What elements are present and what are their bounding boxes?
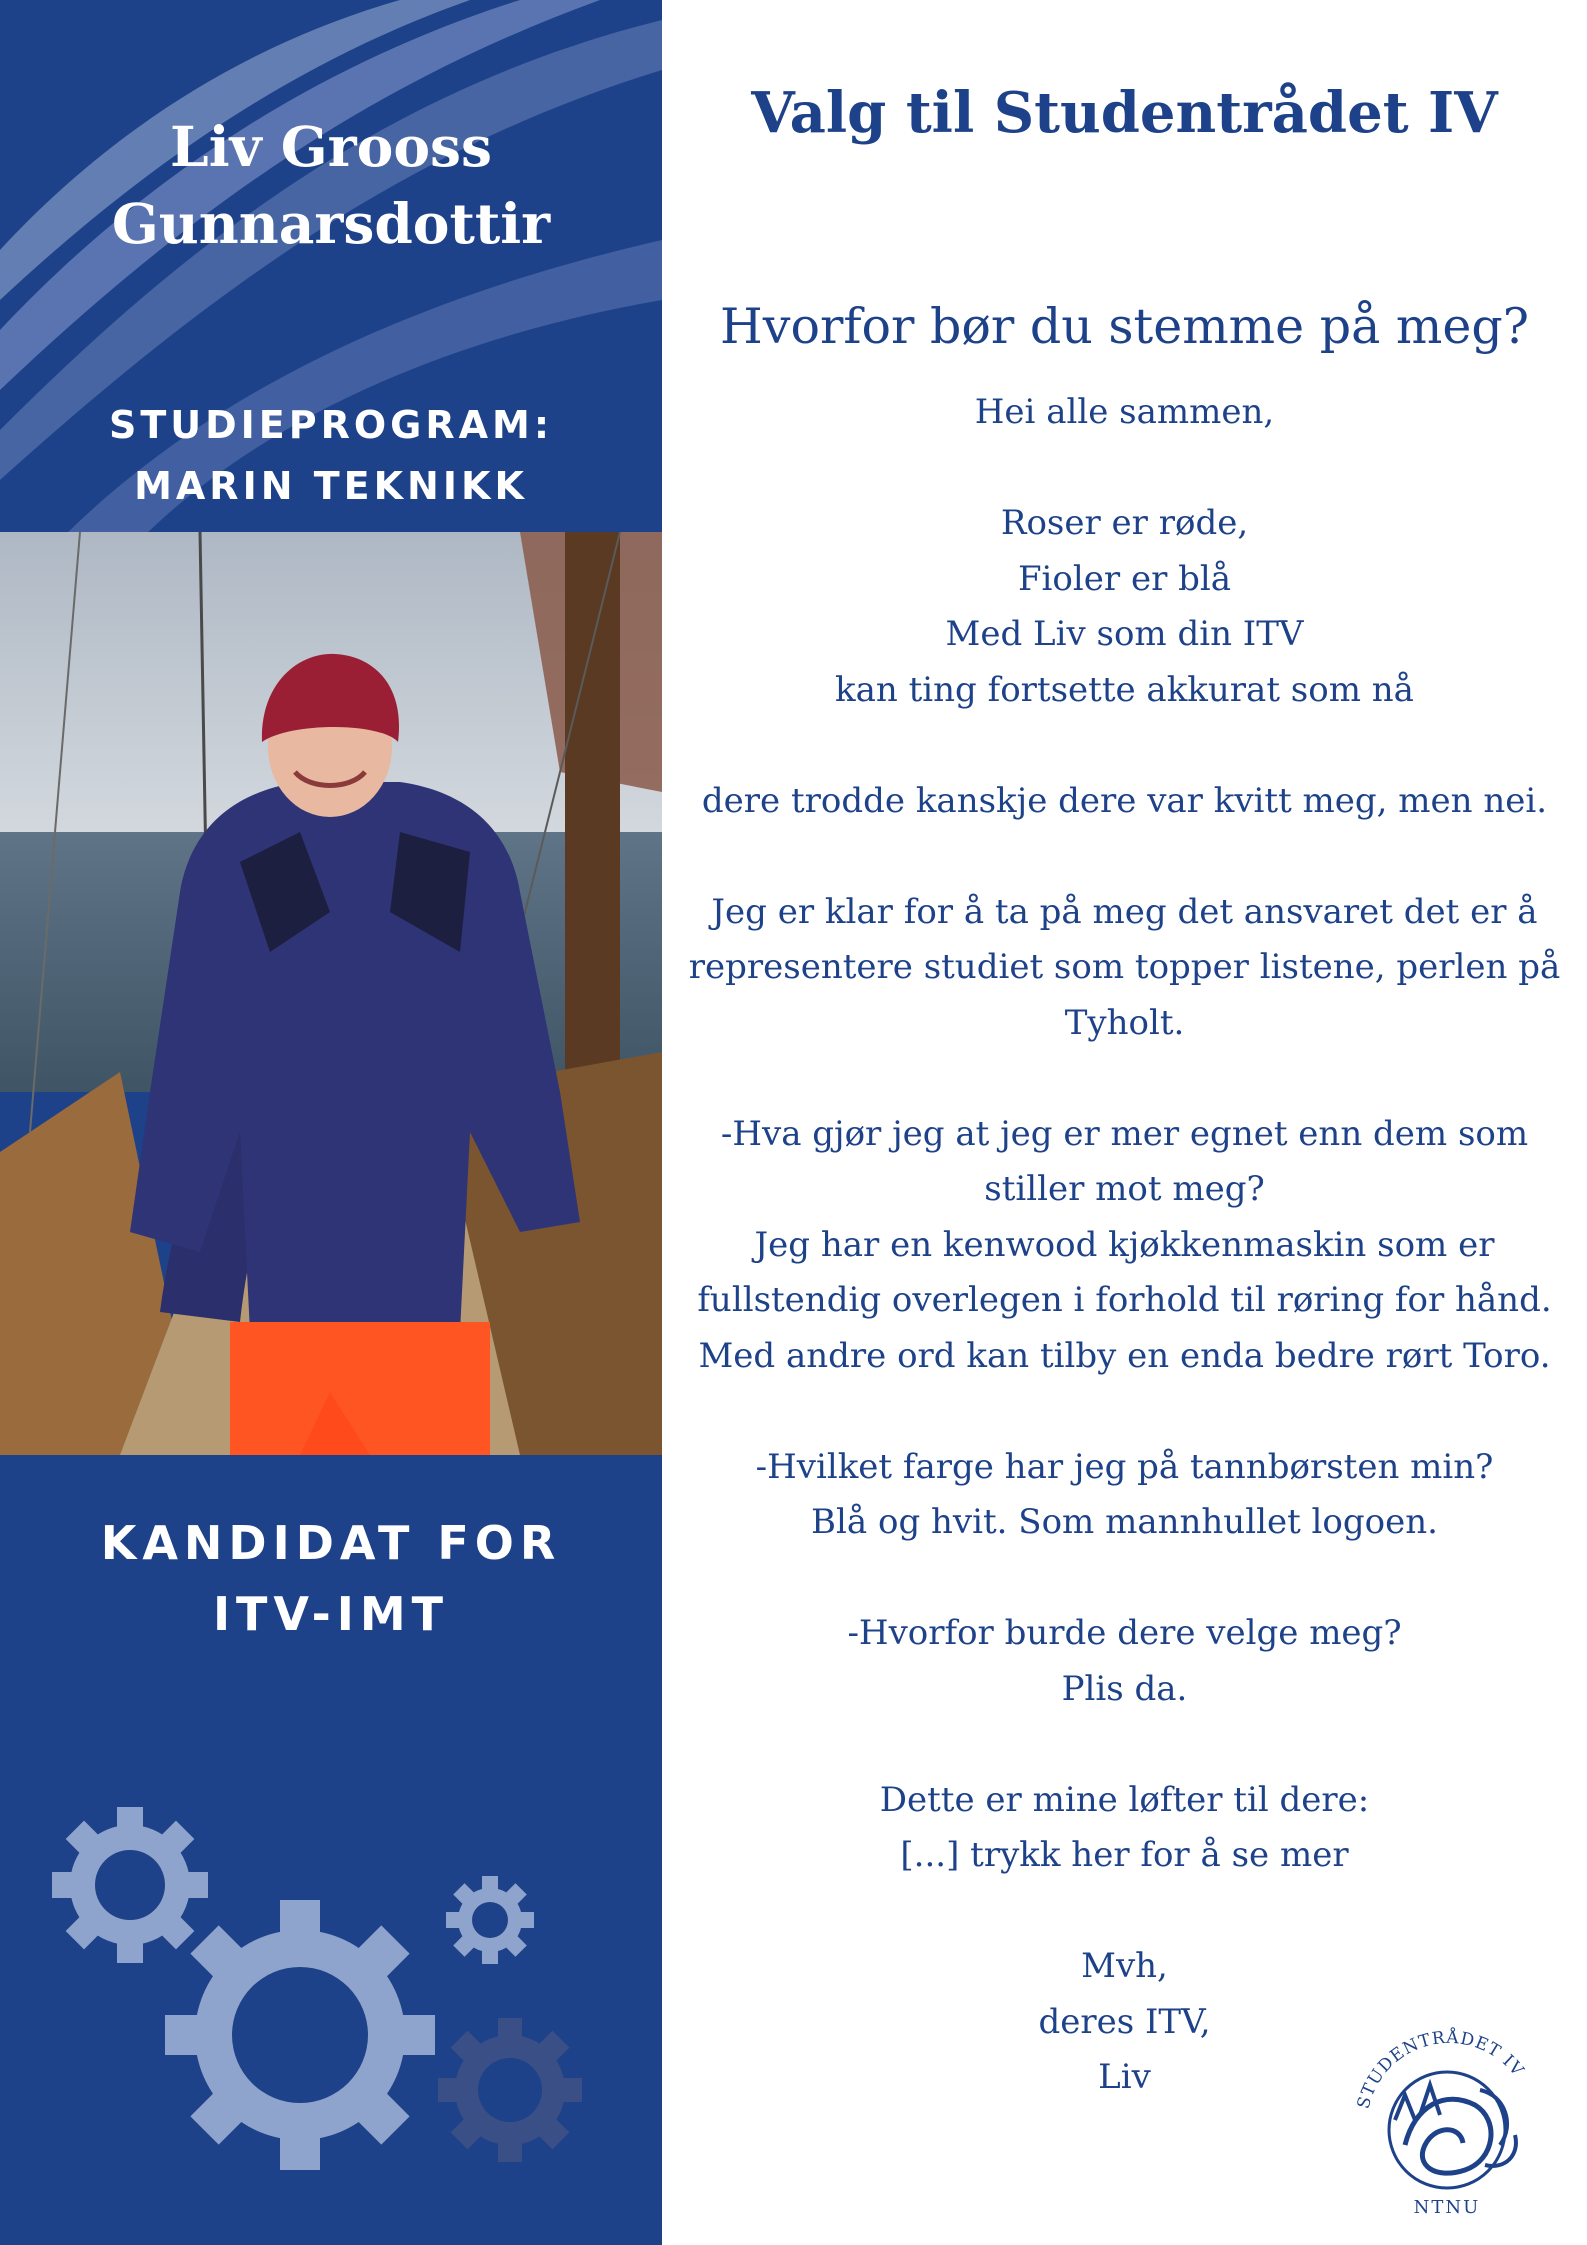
candidate-photo — [0, 532, 662, 1455]
gears-decoration — [40, 1790, 600, 2190]
body-line: [...] trykk her for å se mer — [900, 1835, 1349, 1875]
body-line: Mvh, — [1081, 1946, 1168, 1986]
body-line: Liv — [1098, 2057, 1151, 2097]
body-line: deres ITV, — [1038, 2001, 1211, 2042]
gear-icon — [165, 1900, 435, 2170]
body-line: kan ting fortsette akkurat som nå — [835, 669, 1414, 710]
body-line: Med andre ord kan tilby en enda bedre rørt Toro. — [698, 1335, 1551, 1376]
blank-line — [662, 1051, 1587, 1107]
body-line: -Hvorfor burde dere velge meg? — [847, 1613, 1402, 1653]
page-title: Valg til Studentrådet IV — [751, 80, 1498, 146]
section-heading: Hvorfor bør du stemme på meg? — [720, 298, 1529, 355]
main-content — [662, 0, 1587, 2245]
svg-text:STUDENTRÅDET IV: STUDENTRÅDET IV — [1353, 2027, 1528, 2111]
candidate-name — [0, 108, 662, 262]
candidate-for-line: ITV-IMT — [212, 1587, 450, 1642]
blank-line — [662, 1551, 1587, 1607]
study-program-line: MARIN TEKNIKK — [134, 463, 528, 508]
gear-icon — [52, 1807, 208, 1963]
blank-line — [662, 1384, 1587, 1440]
blank-line — [662, 829, 1587, 885]
body-line: Med Liv som din ITV — [945, 614, 1304, 654]
body-line: -Hva gjør jeg at jeg er mer egnet enn dem som — [720, 1113, 1529, 1154]
body-line: stiller mot meg? — [984, 1169, 1265, 1209]
svg-text:NTNU: NTNU — [1413, 2197, 1481, 2218]
blank-line — [662, 441, 1587, 497]
body-line: -Hvilket farge har jeg på tannbørsten min? — [755, 1446, 1494, 1487]
candidate-name-line: Liv Grooss — [170, 114, 492, 179]
body-line: representere studiet som topper listene, perlen på — [688, 947, 1561, 987]
studentradet-logo — [1335, 1995, 1560, 2220]
study-program — [0, 395, 662, 517]
blank-line — [662, 718, 1587, 774]
body-line: Roser er røde, — [1000, 503, 1249, 543]
blank-line — [662, 1717, 1587, 1773]
body-line: Dette er mine løfter til dere: — [879, 1779, 1370, 1820]
body-line: Plis da. — [1061, 1668, 1188, 1709]
body-line: Jeg er klar for å ta på meg det ansvaret det er å — [711, 891, 1538, 932]
gear-icon — [438, 2018, 582, 2162]
body-line: Tyholt. — [1064, 1002, 1185, 1043]
blank-line — [662, 1884, 1587, 1940]
study-program-line: STUDIEPROGRAM: — [108, 403, 554, 447]
candidate-for — [0, 1508, 662, 1651]
body-line: Blå og hvit. Som mannhullet logoen. — [811, 1502, 1438, 1542]
body-line: Fioler er blå — [1017, 558, 1232, 599]
candidate-name-line: Gunnarsdottir — [111, 191, 551, 256]
sidebar — [0, 0, 662, 2245]
candidate-for-line: KANDIDAT FOR — [100, 1516, 562, 1570]
body-line: fullstendig overlegen i forhold til røring for hånd. — [697, 1280, 1552, 1320]
body-line: Hei alle sammen, — [974, 392, 1275, 432]
body-text — [662, 385, 1587, 2106]
body-line: Jeg har en kenwood kjøkkenmaskin som er — [754, 1224, 1495, 1265]
body-line: dere trodde kanskje dere var kvitt meg, men nei. — [701, 780, 1548, 821]
gear-icon — [446, 1876, 534, 1964]
